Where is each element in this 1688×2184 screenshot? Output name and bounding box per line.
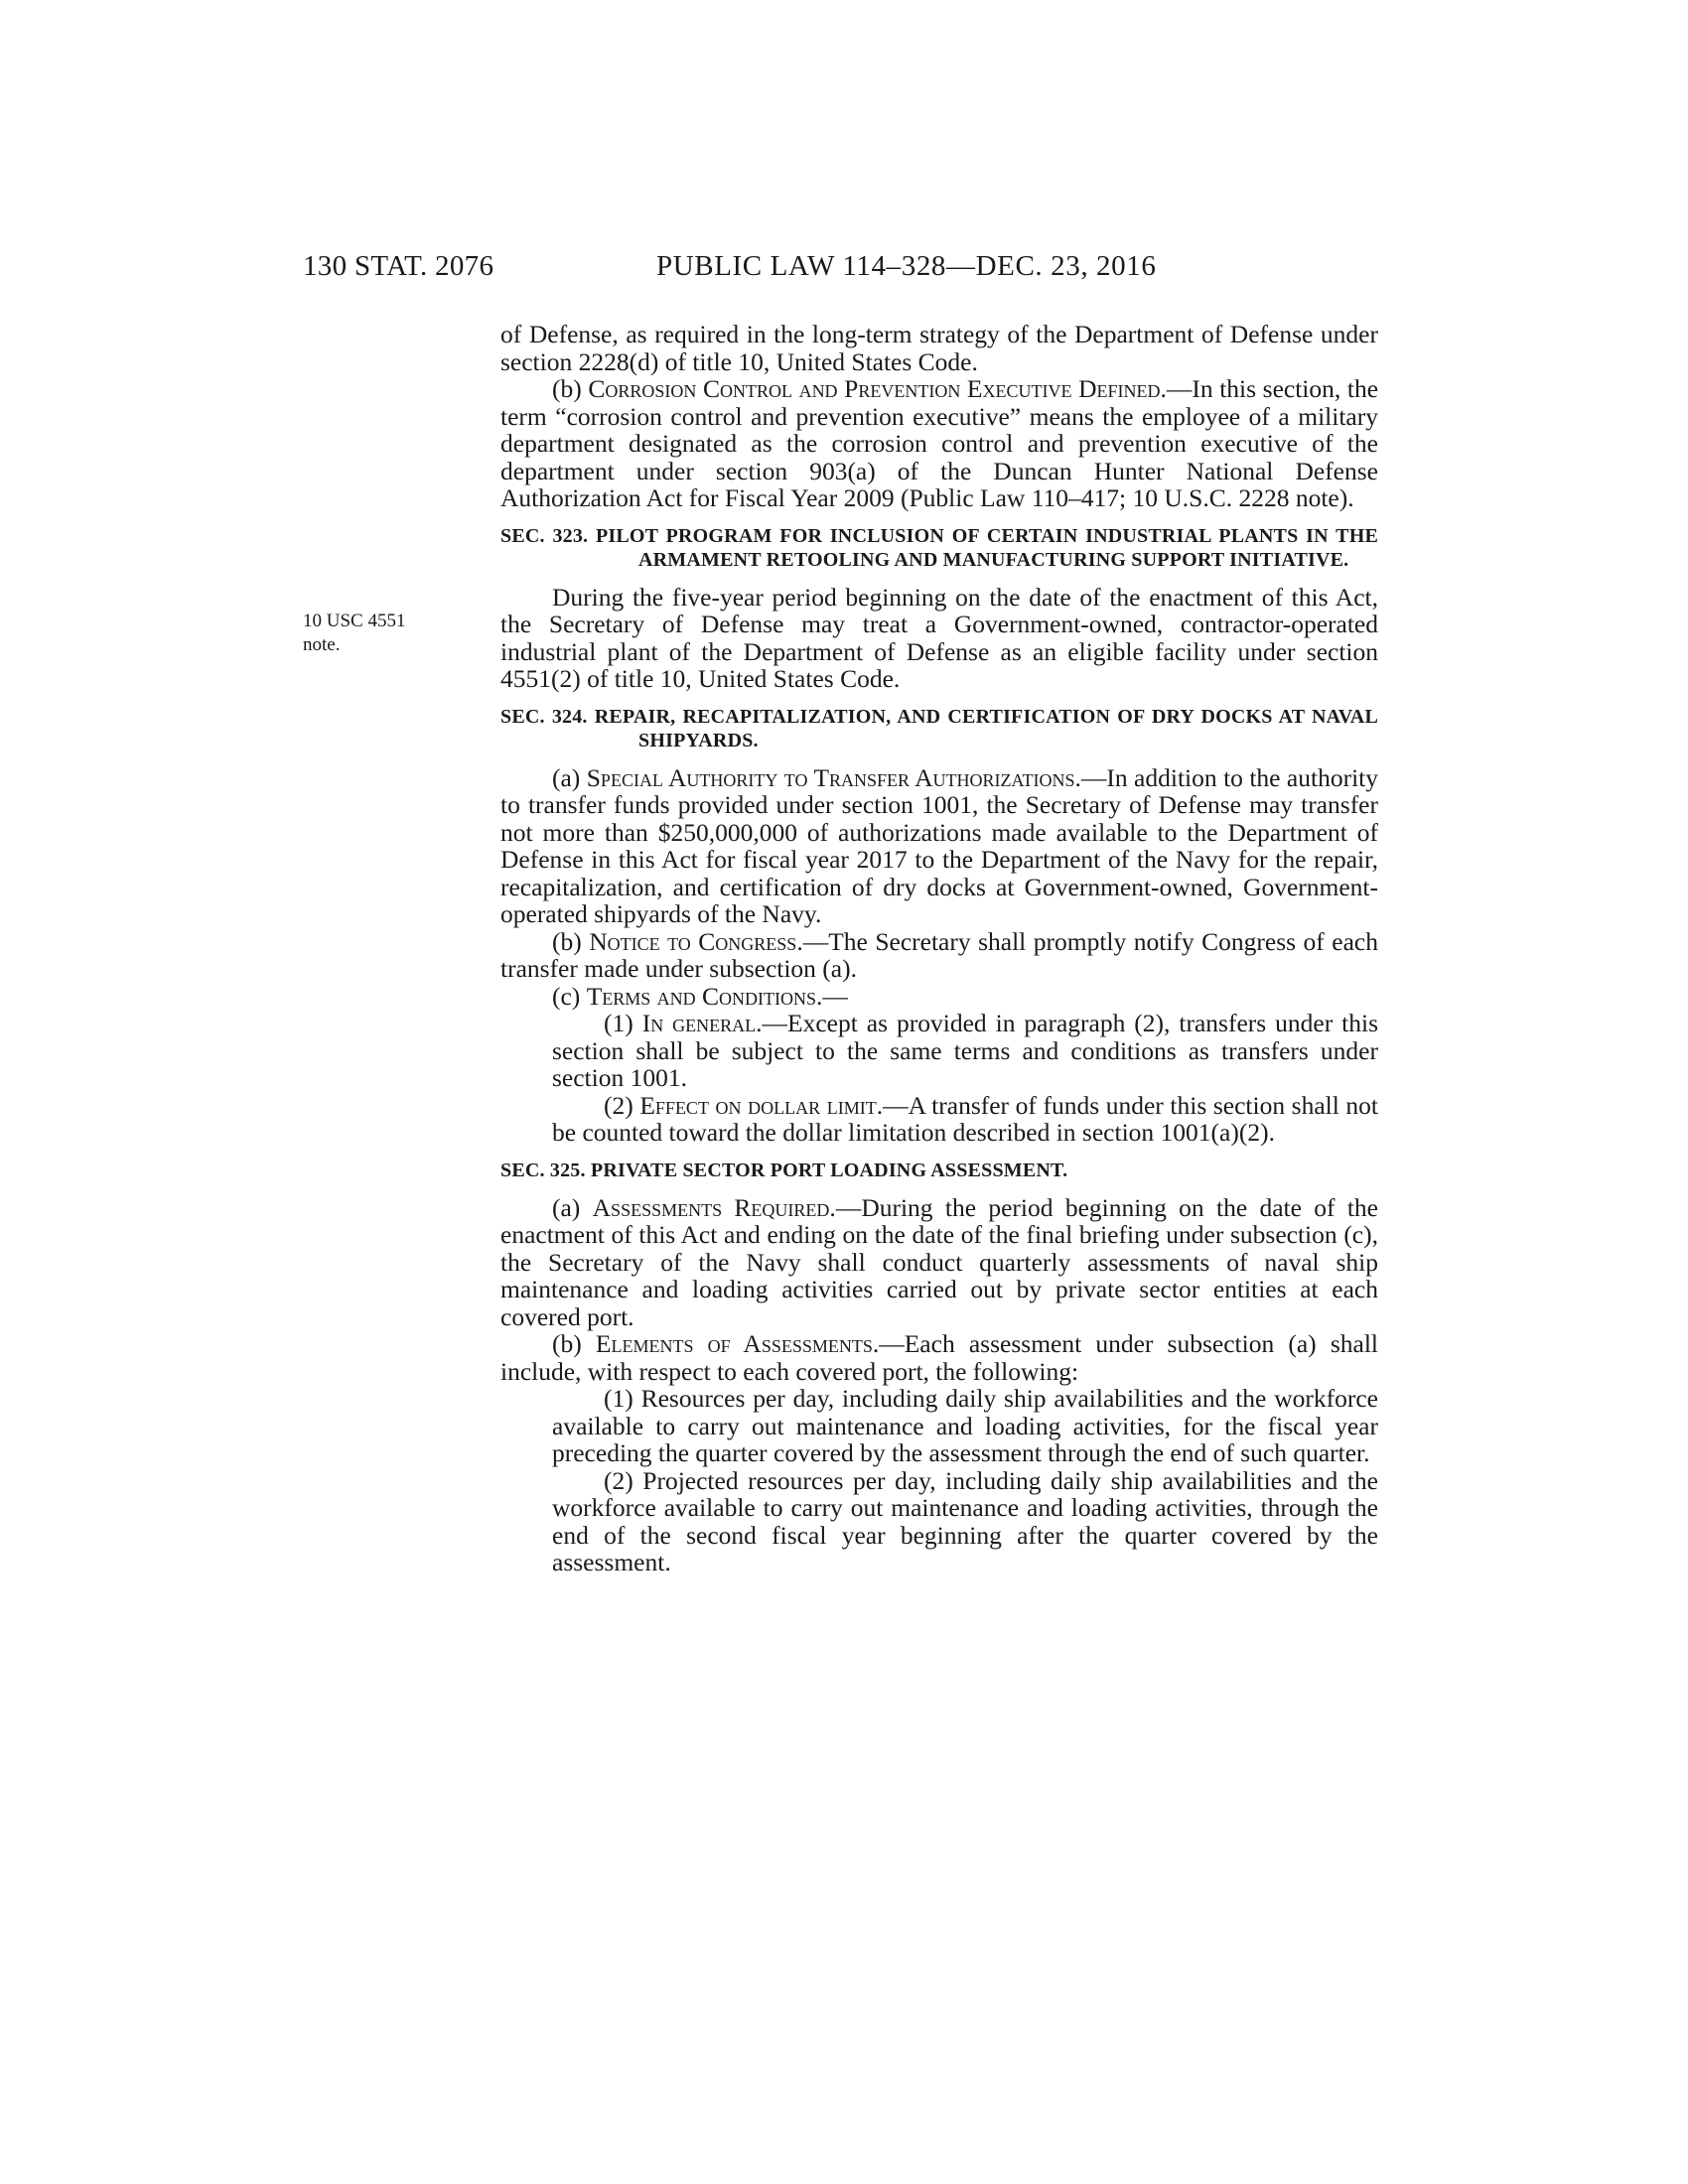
subsection-label: (a)	[552, 762, 587, 792]
margin-note-citation: 10 USC 4551	[303, 611, 406, 631]
section-324-subsection-a	[500, 764, 1378, 928]
section-323-heading: SEC. 323. PILOT PROGRAM FOR INCLUSION OF CERTAIN INDUSTRIAL PLANTS IN THE ARMAMENT RETOOLING AND MANUFACTURING SUPPORT INITIATIVE.	[500, 524, 1378, 571]
section-324-paragraph-1	[500, 1010, 1378, 1092]
body-text	[500, 321, 1378, 1576]
paragraph-label: (1)	[604, 1009, 642, 1037]
subsection-text: —In addition to the authority to transfer funds provided under section 1001, the Secretary of Defense may transfer not more than $250,000,000 of authorizations made available to the Department of Defense in this Act for fiscal year 2017 to the Department of the Navy for the repair, recapitalization, and certification of dry docks at Government-owned, Government-operated shipyards of the Navy.	[500, 762, 1378, 928]
section-323-text: During the five-year period beginning on the date of the enactment of this Act, the Secretary of Defense may treat a Government-owned, contractor-operated industrial plant of the Department of Defense as an eligible facility under section 4551(2) of title 10, United States Code.	[500, 582, 1378, 693]
subsection-label: (b)	[552, 926, 590, 956]
section-324-subsection-c	[500, 983, 1378, 1011]
subsection-text: —The Secretary shall promptly notify Congress of each transfer made under subsection (a).	[500, 926, 1378, 983]
section-324-subsection-b	[500, 928, 1378, 983]
section-324-paragraph-2	[500, 1092, 1378, 1147]
section-325-subsection-a	[500, 1194, 1378, 1331]
subsection-heading: Corrosion Control and Prevention Executive Defined.	[588, 374, 1167, 403]
subsection-text: —Each assessment under subsection (a) shall include, with respect to each covered port, the following:	[500, 1329, 1378, 1386]
subsection-label: (c)	[552, 981, 587, 1011]
paragraph-text: —A transfer of funds under this section shall not be counted toward the dollar limitation described in section 1001(a)(2).	[552, 1090, 1379, 1147]
subsection-text: —	[822, 981, 848, 1011]
section-324-heading: SEC. 324. REPAIR, RECAPITALIZATION, AND CERTIFICATION OF DRY DOCKS AT NAVAL SHIPYARDS.	[500, 705, 1378, 751]
stat-page-number: 130 STAT. 2076	[303, 250, 494, 282]
subsection-label: (a)	[552, 1192, 593, 1222]
subsection-b-definition	[500, 375, 1378, 512]
paragraph-heading: In general.	[641, 1009, 763, 1037]
section-325-subsection-b	[500, 1330, 1378, 1385]
subsection-heading: Terms and Conditions.	[586, 981, 823, 1011]
paragraph-label: (2)	[604, 1090, 640, 1120]
paragraph-heading: Effect on dollar limit.	[639, 1090, 884, 1120]
subsection-heading: Assessments Required.	[592, 1192, 836, 1222]
subsection-heading: Elements of Assessments.	[595, 1329, 880, 1358]
subsection-label: (b)	[552, 1329, 596, 1358]
subsection-heading: Special Authority to Transfer Authorizations.	[586, 762, 1081, 792]
subsection-heading: Notice to Congress.	[589, 926, 803, 956]
margin-note-suffix: note.	[303, 634, 341, 655]
continuation-paragraph: of Defense, as required in the long-term strategy of the Department of Defense under section 2228(d) of title 10, United States Code.	[500, 320, 1378, 376]
paragraph-text: —Except as provided in paragraph (2), transfers under this section shall be subject to the same terms and conditions as transfers under section 1001.	[552, 1009, 1379, 1092]
public-law-title: PUBLIC LAW 114–328—DEC. 23, 2016	[656, 250, 1157, 282]
section-325-paragraph-2: (2) Projected resources per day, including daily ship availabilities and the workforce available to carry out maintenance and loading activities, through the end of the second fiscal year beginning after the quarter covered by the assessment.	[552, 1465, 1378, 1576]
subsection-text: —In this section, the term “corrosion control and prevention executive” means the employee of a military department designated as the corrosion control and prevention executive of the department under section 903(a) of the Duncan Hunter National Defense Authorization Act for Fiscal Year 2009 (Public Law 110–417; 10 U.S.C. 2228 note).	[500, 374, 1379, 512]
section-325-paragraph-1: (1) Resources per day, including daily ship availabilities and the workforce available to carry out maintenance and loading activities, for the fiscal year preceding the quarter covered by the assessment through the end of such quarter.	[552, 1384, 1378, 1467]
subsection-text: —During the period beginning on the date of the enactment of this Act and ending on the date of the final briefing under subsection (c), the Secretary of the Navy shall conduct quarterly assessments of naval ship maintenance and loading activities carried out by private sector entities at each covered port.	[500, 1192, 1378, 1331]
section-325-heading: SEC. 325. PRIVATE SECTOR PORT LOADING ASSESSMENT.	[500, 1159, 1068, 1181]
page-header	[303, 250, 1375, 290]
margin-note	[303, 610, 432, 657]
subsection-label: (b)	[552, 374, 589, 403]
